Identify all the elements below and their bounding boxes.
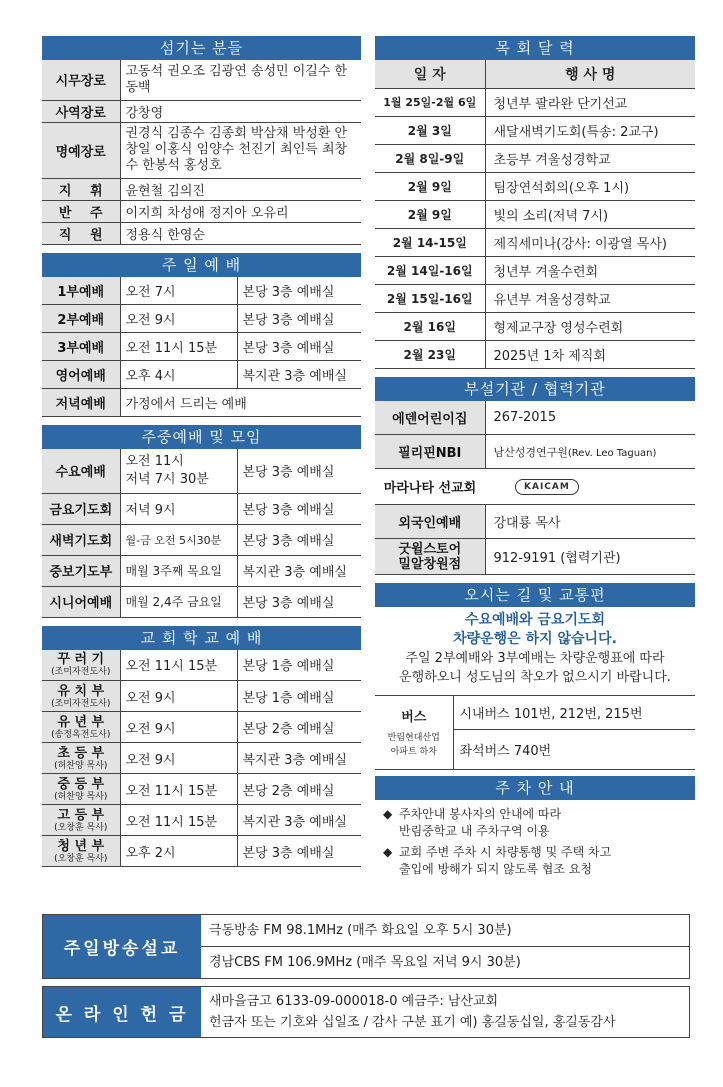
dept-leader: (오창훈 목사) <box>54 853 108 864</box>
row-label: 2부예배 <box>42 305 120 333</box>
affiliate-name-1: 굿윌스토어 <box>398 541 462 557</box>
broadcast-line-2: 경남CBS FM 106.9MHz (매주 목요일 저녁 9시 30분) <box>209 955 521 970</box>
row-place: 본당 3층 예배실 <box>237 493 361 524</box>
school-section <box>42 626 361 868</box>
table-row <box>375 200 695 228</box>
table-row <box>42 361 361 389</box>
table-row <box>42 389 361 417</box>
affiliate-info-main: 남산성경연구원 <box>493 445 568 459</box>
row-label <box>42 681 120 712</box>
bus-line-2: 좌석버스 740번 <box>453 730 695 770</box>
event-date: 1월 25일-2월 6일 <box>375 88 485 116</box>
dept-name: 청 년 부 <box>57 838 105 854</box>
table-row <box>42 100 361 122</box>
kaicam-logo: KAICAM <box>515 479 579 495</box>
table-row <box>42 333 361 361</box>
affiliate-info <box>485 469 695 505</box>
table-row <box>375 228 695 256</box>
table-row <box>375 256 695 284</box>
affiliates-title: 부설기관 / 협력기관 <box>375 377 695 401</box>
row-label <box>42 743 120 774</box>
row-time: 오전 11시 15분 <box>120 650 237 681</box>
offering-body <box>201 987 689 1037</box>
affiliate-name: 필리핀NBI <box>375 435 485 469</box>
directions-section <box>375 583 695 770</box>
event-date: 2월 14일-16일 <box>375 256 485 284</box>
table-row <box>375 401 695 435</box>
row-value: 정용식 한영순 <box>120 222 361 244</box>
affiliate-info: 912-9191 (협력기관) <box>485 539 695 575</box>
table-row <box>42 586 361 617</box>
row-label: 명예장로 <box>42 122 120 178</box>
row-place: 본당 3층 예배실 <box>237 586 361 617</box>
affiliate-info-sub: (Rev. Leo Taguan) <box>567 447 657 459</box>
row-time: 가정에서 드리는 예배 <box>120 389 361 417</box>
table-row <box>42 305 361 333</box>
list-item <box>383 806 687 840</box>
dept-leader: (오창훈 목사) <box>54 822 108 833</box>
dept-leader: (송정옥전도사) <box>51 729 111 740</box>
broadcast-title: 주일방송설교 <box>43 915 201 978</box>
row-value: 고동석 권오조 김광연 송성민 이길수 한동백 <box>120 60 361 100</box>
table-row <box>375 144 695 172</box>
row-label: 지 휘 <box>42 178 120 200</box>
row-time: 오전 11시 15분 <box>120 333 237 361</box>
row-value: 권경식 김종수 김종회 박삼채 박성환 안창일 이홍식 임양수 천진기 최인득 최창수 한봉석 홍성호 <box>120 122 361 178</box>
row-time: 오전 9시 <box>120 305 237 333</box>
row-place: 본당 3층 예배실 <box>237 333 361 361</box>
parking-text-1a: 주차안내 봉사자의 안내에 따라 <box>399 807 562 821</box>
offering-line-1: 새마을금고 6133-09-000018-0 예금주: 남산교회 <box>209 994 499 1009</box>
row-time: 오전 9시 <box>120 743 237 774</box>
row-place: 본당 2층 예배실 <box>237 774 361 805</box>
row-label <box>42 836 120 867</box>
table-row <box>42 122 361 178</box>
table-row <box>42 493 361 524</box>
row-place: 본당 3층 예배실 <box>237 524 361 555</box>
offering-title: 온 라 인 헌 금 <box>43 987 201 1037</box>
row-time <box>120 449 237 493</box>
right-column <box>375 36 695 896</box>
bus-line-1: 시내버스 101번, 212번, 215번 <box>453 696 695 730</box>
notice-line-2: 차량운행은 하지 않습니다. <box>453 631 617 647</box>
dept-name: 유 년 부 <box>57 714 105 730</box>
parking-list <box>375 800 695 888</box>
row-label: 금요기도회 <box>42 493 120 524</box>
event-date: 2월 15일-16일 <box>375 284 485 312</box>
directions-notice <box>375 607 695 695</box>
row-label: 수요예배 <box>42 449 120 493</box>
affiliates-section <box>375 377 695 576</box>
notice-line-3: 주일 2부예배와 3부예배는 차량운행표에 따라 <box>405 651 665 666</box>
list-item <box>383 844 687 878</box>
table-row <box>375 469 695 505</box>
table-row <box>375 116 695 144</box>
row-value: 윤현철 김의진 <box>120 178 361 200</box>
affiliates-table <box>375 401 695 576</box>
offering-line-2: 헌금자 또는 기호와 십일조 / 감사 구분 표기 예) 홍길동십일, 홍길동감사 <box>209 1015 616 1030</box>
event-date: 2월 14-15일 <box>375 228 485 256</box>
table-row <box>375 172 695 200</box>
event-name: 청년부 팔라완 단기선교 <box>485 88 695 116</box>
row-place: 본당 2층 예배실 <box>237 712 361 743</box>
bus-stop-1: 반림현대산업 <box>387 733 440 743</box>
row-place: 본당 3층 예배실 <box>237 305 361 333</box>
diamond-bullet-icon: ◆ <box>383 845 393 859</box>
school-table <box>42 650 361 868</box>
table-row <box>42 178 361 200</box>
dept-name: 고 등 부 <box>57 807 105 823</box>
row-label <box>42 774 120 805</box>
sunday-title: 주 일 예 배 <box>42 253 361 277</box>
row-time: 오후 2시 <box>120 836 237 867</box>
event-name: 2025년 1차 제직회 <box>485 340 695 368</box>
affiliate-name: 마라나타 선교회 <box>375 469 485 505</box>
row-label: 직 원 <box>42 222 120 244</box>
table-row <box>42 200 361 222</box>
event-name: 초등부 겨울성경학교 <box>485 144 695 172</box>
table-row <box>42 836 361 867</box>
event-name: 빛의 소리(저녁 7시) <box>485 200 695 228</box>
table-row <box>42 681 361 712</box>
table-row <box>42 650 361 681</box>
row-label: 3부예배 <box>42 333 120 361</box>
table-header <box>375 60 695 88</box>
event-date: 2월 8일-9일 <box>375 144 485 172</box>
row-time: 오전 11시 15분 <box>120 774 237 805</box>
row-label: 사역장로 <box>42 100 120 122</box>
notice-line-4: 운행하오니 성도님의 착오가 없으시기 바랍니다. <box>399 670 671 685</box>
table-row <box>375 88 695 116</box>
dept-name: 중 등 부 <box>57 776 105 792</box>
row-label: 새벽기도회 <box>42 524 120 555</box>
row-time: 월-금 오전 5시30분 <box>120 524 237 555</box>
offering-box <box>42 986 690 1038</box>
dept-leader: (조미자전도사) <box>51 667 111 678</box>
row-place: 본당 3층 예배실 <box>237 449 361 493</box>
event-date: 2월 16일 <box>375 312 485 340</box>
weekday-section <box>42 425 361 618</box>
sunday-table <box>42 277 361 418</box>
servants-table <box>42 60 361 245</box>
dept-name: 초 등 부 <box>57 745 105 761</box>
calendar-table <box>375 60 695 369</box>
table-row <box>42 805 361 836</box>
dept-leader: (조미자전도사) <box>51 698 111 709</box>
row-place: 본당 3층 예배실 <box>237 836 361 867</box>
event-date: 2월 9일 <box>375 200 485 228</box>
col-header-event: 행 사 명 <box>485 60 695 88</box>
table-row <box>42 222 361 244</box>
row-time: 오후 4시 <box>120 361 237 389</box>
affiliate-info: 강대룡 목사 <box>485 505 695 539</box>
bus-stop-2: 아파트 하차 <box>390 747 437 757</box>
row-label: 1부예배 <box>42 277 120 305</box>
parking-text-2b: 출입에 방해가 되지 않도록 협조 요청 <box>399 862 592 876</box>
bus-table <box>375 695 695 770</box>
dept-leader: (허찬양 목사) <box>54 791 108 802</box>
event-date: 2월 9일 <box>375 172 485 200</box>
affiliate-name: 외국인예배 <box>375 505 485 539</box>
table-row <box>375 696 695 730</box>
weekday-title: 주중예배 및 모임 <box>42 425 361 449</box>
broadcast-box <box>42 914 690 979</box>
table-row <box>375 312 695 340</box>
broadcast-body <box>201 915 689 978</box>
row-label <box>42 650 120 681</box>
affiliate-info <box>485 435 695 469</box>
table-row <box>375 284 695 312</box>
row-label: 저녁예배 <box>42 389 120 417</box>
row-value: 강창영 <box>120 100 361 122</box>
school-title: 교 회 학 교 예 배 <box>42 626 361 650</box>
table-row <box>375 539 695 575</box>
table-row <box>42 277 361 305</box>
bus-label <box>375 696 453 770</box>
row-time-2: 저녁 7시 30분 <box>125 471 209 487</box>
affiliate-info: 267-2015 <box>485 401 695 435</box>
servants-section <box>42 36 361 245</box>
event-date: 2월 23일 <box>375 340 485 368</box>
calendar-section <box>375 36 695 369</box>
left-column <box>42 36 361 875</box>
dept-name: 꾸 러 기 <box>57 652 105 668</box>
bus-title: 버스 <box>401 710 427 725</box>
row-place: 복지관 3층 예배실 <box>237 805 361 836</box>
parking-text-2a: 교회 주변 주차 시 차량통행 및 주택 차고 <box>399 845 612 859</box>
table-row <box>42 555 361 586</box>
sunday-section <box>42 253 361 418</box>
row-label: 반 주 <box>42 200 120 222</box>
directions-title: 오시는 길 및 교통편 <box>375 583 695 607</box>
row-label: 시무장로 <box>42 60 120 100</box>
row-time: 저녁 9시 <box>120 493 237 524</box>
row-time: 오전 9시 <box>120 681 237 712</box>
row-place: 복지관 3층 예배실 <box>237 743 361 774</box>
affiliate-name-2: 밀알창원점 <box>398 556 462 572</box>
table-row <box>375 435 695 469</box>
row-label: 중보기도부 <box>42 555 120 586</box>
row-label: 시니어예배 <box>42 586 120 617</box>
calendar-title: 목 회 달 력 <box>375 36 695 60</box>
row-time-1: 오전 11시 <box>125 453 184 469</box>
event-name: 유년부 겨울성경학교 <box>485 284 695 312</box>
affiliate-name <box>375 539 485 575</box>
table-row <box>42 743 361 774</box>
dept-name: 유 치 부 <box>57 683 105 699</box>
notice-line-1: 수요예배와 금요기도회 <box>464 612 606 628</box>
parking-text-1b: 반림중학교 내 주차구역 이용 <box>399 824 550 838</box>
table-row <box>42 712 361 743</box>
table-row <box>42 60 361 100</box>
row-label <box>42 712 120 743</box>
affiliate-name: 에덴어린이집 <box>375 401 485 435</box>
row-time: 오전 9시 <box>120 712 237 743</box>
row-value: 이지희 차성애 정지아 오유리 <box>120 200 361 222</box>
row-place: 본당 1층 예배실 <box>237 650 361 681</box>
row-time: 매월 2,4주 금요일 <box>120 586 237 617</box>
row-time: 오전 11시 15분 <box>120 805 237 836</box>
row-place: 복지관 3층 예배실 <box>237 555 361 586</box>
diamond-bullet-icon: ◆ <box>383 807 393 821</box>
broadcast-line-1: 극동방송 FM 98.1MHz (매주 화요일 오후 5시 30분) <box>201 915 689 947</box>
table-row <box>42 449 361 493</box>
table-row <box>375 340 695 368</box>
col-header-date: 일 자 <box>375 60 485 88</box>
event-name: 청년부 겨울수련회 <box>485 256 695 284</box>
row-time: 오전 7시 <box>120 277 237 305</box>
parking-section <box>375 776 695 888</box>
row-time: 매월 3주째 목요일 <box>120 555 237 586</box>
row-place: 본당 3층 예배실 <box>237 277 361 305</box>
row-label <box>42 805 120 836</box>
servants-title: 섬기는 분들 <box>42 36 361 60</box>
event-date: 2월 3일 <box>375 116 485 144</box>
row-place: 본당 1층 예배실 <box>237 681 361 712</box>
event-name: 형제교구장 영성수련회 <box>485 312 695 340</box>
dept-leader: (허찬양 목사) <box>54 760 108 771</box>
row-label: 영어예배 <box>42 361 120 389</box>
parking-title: 주 차 안 내 <box>375 776 695 800</box>
table-row <box>375 505 695 539</box>
event-name: 제직세미나(강사: 이광열 목사) <box>485 228 695 256</box>
row-place: 복지관 3층 예배실 <box>237 361 361 389</box>
event-name: 팀장연석회의(오후 1시) <box>485 172 695 200</box>
event-name: 새달새벽기도회(특송: 2교구) <box>485 116 695 144</box>
weekday-table <box>42 449 361 618</box>
table-row <box>42 524 361 555</box>
table-row <box>42 774 361 805</box>
